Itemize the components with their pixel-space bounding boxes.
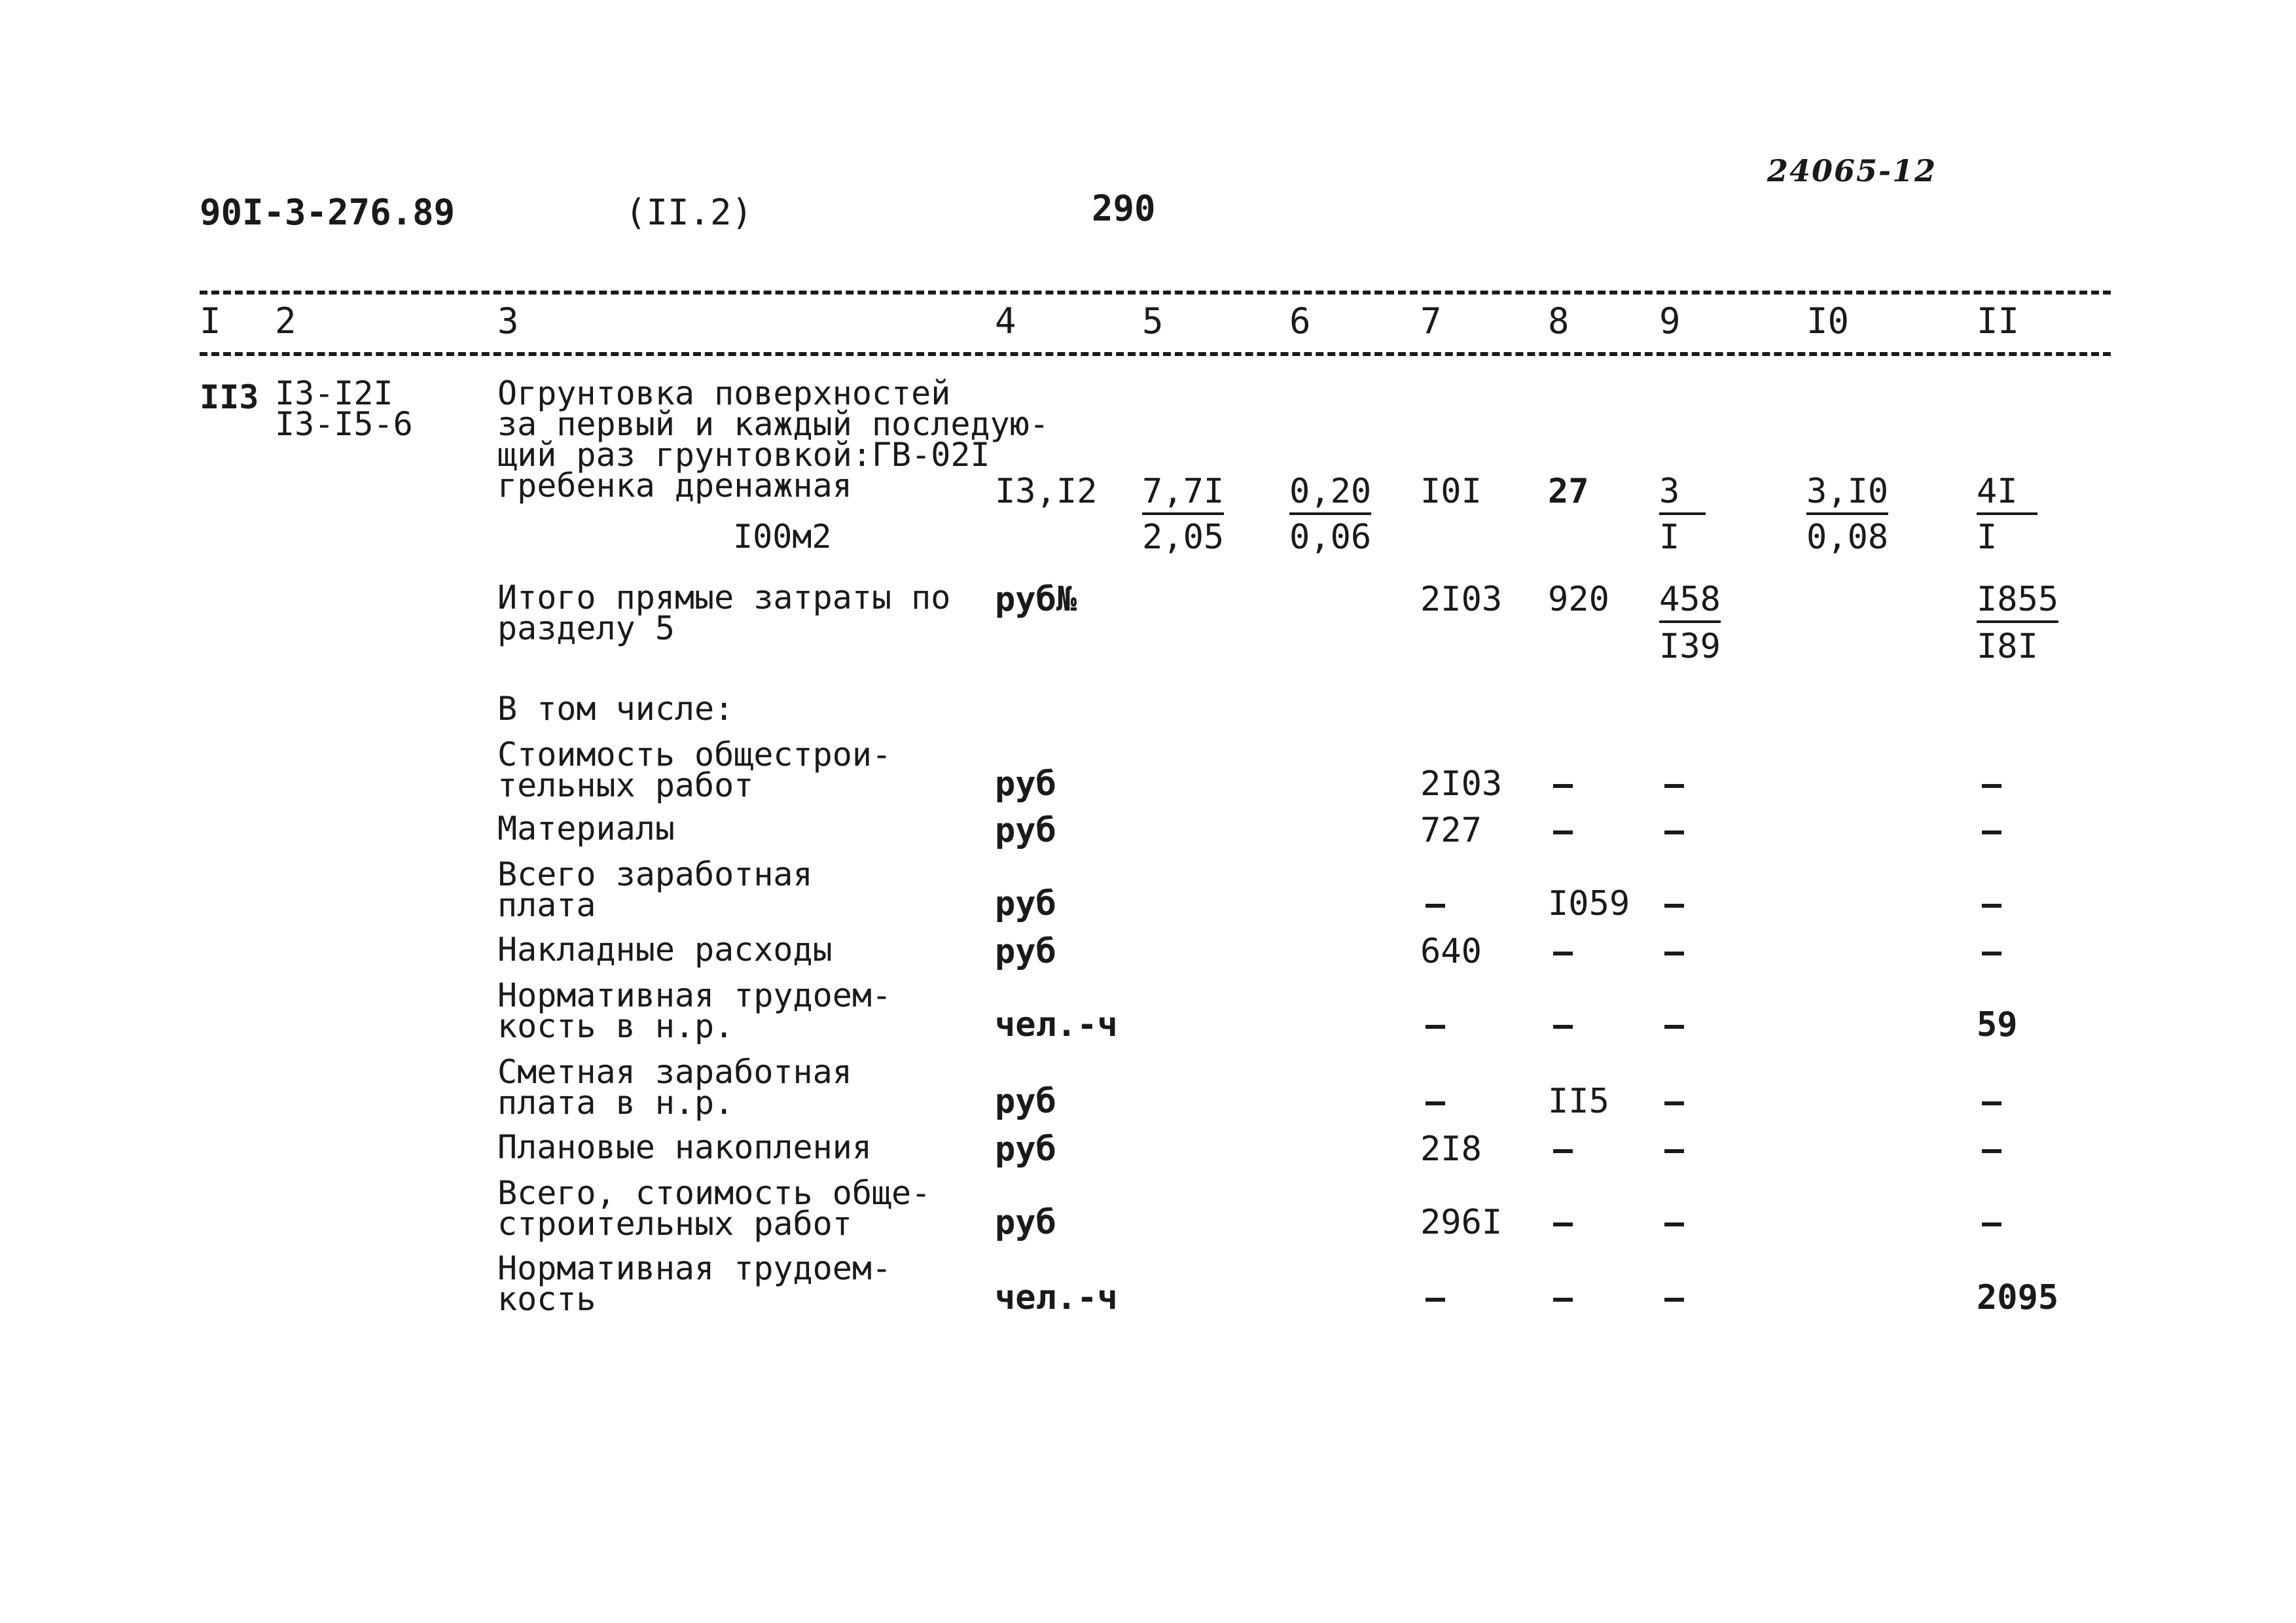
row-col7: 2I03: [1420, 764, 1503, 804]
row-col11-dash: [1982, 784, 2001, 788]
total-col11-top: I855: [1977, 580, 2058, 623]
including-label: В том числе:: [497, 690, 734, 728]
row-col9-dash: [1664, 830, 1684, 834]
item-col8: 27: [1548, 472, 1589, 511]
row-col9-dash: [1664, 904, 1684, 908]
row-col9-dash: [1664, 1025, 1684, 1029]
row-col7: 727: [1420, 811, 1482, 850]
item-col10-bottom: 0,08: [1806, 518, 1889, 557]
column-number: I: [200, 300, 221, 342]
item-number: II3: [200, 378, 259, 416]
column-number: I0: [1806, 300, 1850, 342]
row-label: Нормативная трудоем- кость: [497, 1249, 892, 1318]
total-unit: руб№: [995, 580, 1077, 619]
row-col7-dash: [1426, 904, 1445, 908]
row-unit: руб: [995, 1203, 1056, 1242]
item-col11-top: 4I: [1977, 472, 2037, 515]
item-col6-bottom: 0,06: [1289, 518, 1372, 557]
row-col8: I059: [1548, 884, 1630, 923]
row-col11-dash: [1982, 904, 2001, 908]
item-col9-bottom: I: [1659, 518, 1680, 557]
row-col7-dash: [1426, 1298, 1445, 1302]
row-unit: руб: [995, 884, 1056, 923]
row-label: Нормативная трудоем- кость в н.р.: [497, 976, 892, 1045]
document-code: 90I-3-276.89: [200, 192, 456, 233]
row-unit: чел.-ч: [995, 1005, 1118, 1044]
row-label: Стоимость общестрои- тельных работ: [497, 736, 892, 804]
row-unit: руб: [995, 811, 1056, 850]
row-col11-dash: [1982, 830, 2001, 834]
column-number: 5: [1142, 300, 1164, 342]
row-col7: 296I: [1420, 1203, 1503, 1242]
item-col6-top: 0,20: [1289, 472, 1371, 515]
column-number: 7: [1420, 300, 1442, 342]
row-col8: II5: [1548, 1082, 1609, 1121]
row-label: Материалы: [497, 810, 675, 847]
item-quantity: I3,I2: [995, 472, 1098, 511]
row-col9-dash: [1664, 1101, 1684, 1105]
page-number: 290: [1092, 188, 1156, 229]
row-col8-dash: [1553, 952, 1573, 955]
total-label: Итого прямые затраты по разделу 5: [497, 579, 951, 647]
row-col9-dash: [1664, 784, 1684, 788]
row-col9-dash: [1664, 952, 1684, 955]
row-col8-dash: [1553, 1222, 1573, 1226]
column-number: 9: [1659, 300, 1681, 342]
row-col11-dash: [1982, 1149, 2001, 1153]
handwritten-reference: 24065-12: [1767, 153, 1937, 188]
item-col10-top: 3,I0: [1806, 472, 1888, 515]
column-number: 8: [1548, 300, 1570, 342]
column-number: 2: [275, 300, 296, 342]
item-description: Огрунтовка поверхностей за первый и каждый последую- щий раз грунтовкой:ГВ-02I гребенка дренажная: [497, 374, 1049, 505]
header-top-rule: [200, 291, 2111, 294]
column-number: II: [1977, 300, 2020, 342]
total-col11-bottom: I8I: [1977, 627, 2038, 666]
row-col9-dash: [1664, 1222, 1684, 1226]
row-label: Всего заработная плата: [497, 855, 813, 924]
item-col5-bottom: 2,05: [1142, 518, 1225, 557]
row-col7-dash: [1426, 1101, 1445, 1105]
row-col8-dash: [1553, 1025, 1573, 1029]
row-col8-dash: [1553, 830, 1573, 834]
column-number: 4: [995, 300, 1016, 342]
column-number: 3: [497, 300, 519, 342]
row-col7-dash: [1426, 1025, 1445, 1029]
row-label: Накладные расходы: [497, 931, 833, 969]
row-col8-dash: [1553, 1298, 1573, 1302]
row-unit: руб: [995, 1130, 1056, 1169]
item-col9-top: 3: [1659, 472, 1706, 515]
row-col7: 640: [1420, 932, 1482, 971]
row-col11-dash: [1982, 1222, 2001, 1226]
total-col9-top: 458: [1659, 580, 1721, 623]
row-unit: руб: [995, 764, 1056, 804]
row-unit: руб: [995, 1082, 1056, 1121]
item-col11-bottom: I: [1977, 518, 1998, 557]
header-bottom-rule: [200, 352, 2111, 356]
section-code: (II.2): [625, 192, 753, 233]
row-col8-dash: [1553, 784, 1573, 788]
total-col9-bottom: I39: [1659, 627, 1721, 666]
row-col8-dash: [1553, 1149, 1573, 1153]
total-col7: 2I03: [1420, 580, 1503, 619]
row-col9-dash: [1664, 1298, 1684, 1302]
total-col8: 920: [1548, 580, 1609, 619]
row-label: Сметная заработная плата в н.р.: [497, 1053, 852, 1122]
row-col11-dash: [1982, 1101, 2001, 1105]
column-number: 6: [1289, 300, 1311, 342]
row-unit: чел.-ч: [995, 1278, 1118, 1317]
row-col7: 2I8: [1420, 1130, 1482, 1169]
row-col11: 59: [1977, 1005, 2018, 1044]
row-label: Всего, стоимость обще- строительных работ: [497, 1174, 931, 1243]
item-unit: I00м2: [733, 518, 832, 556]
row-unit: руб: [995, 932, 1056, 971]
row-label: Плановые накопления: [497, 1128, 872, 1166]
item-codes: I3-I2I I3-I5-6: [275, 374, 413, 443]
item-col7: I0I: [1420, 472, 1482, 511]
row-col9-dash: [1664, 1149, 1684, 1153]
item-col5-top: 7,7I: [1142, 472, 1224, 515]
row-col11: 2095: [1977, 1278, 2059, 1317]
row-col11-dash: [1982, 952, 2001, 955]
